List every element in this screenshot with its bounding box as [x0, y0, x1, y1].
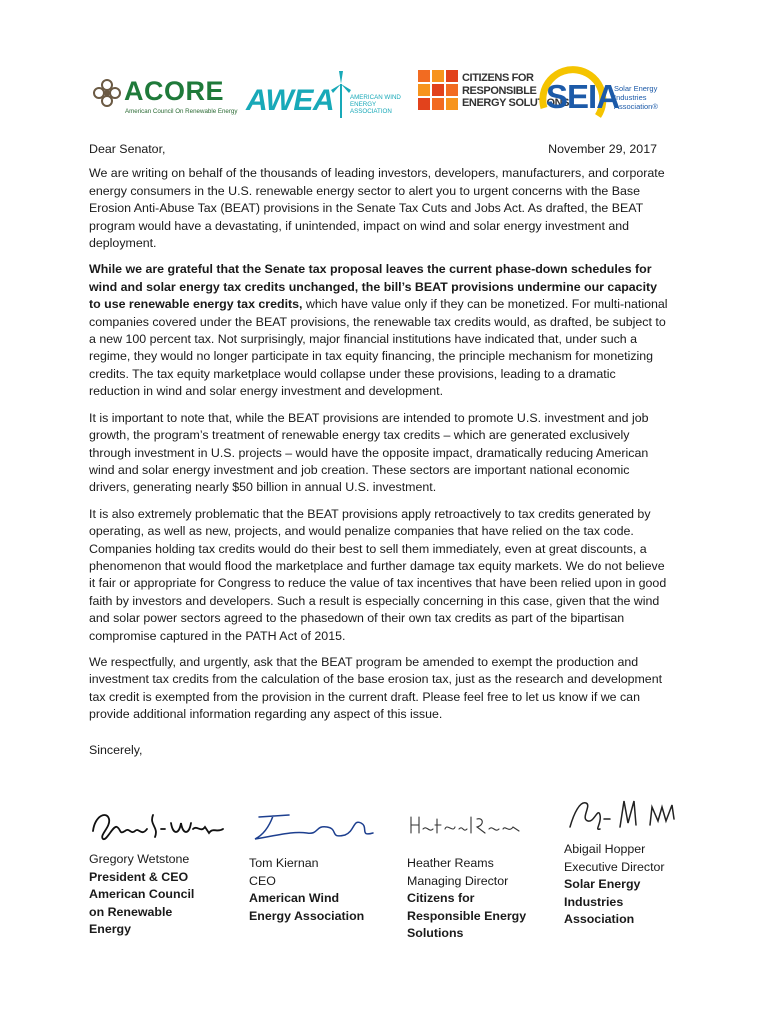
awea-tagline: AMERICAN WIND ENERGY ASSOCIATION [350, 94, 401, 115]
acore-wordmark: ACORE [124, 76, 225, 106]
signatory-org: American Wind [249, 891, 340, 906]
signature-block [89, 805, 709, 945]
signatory-org: Solar Energy [564, 877, 641, 892]
signatory-name: Tom Kiernan [249, 856, 319, 870]
paragraph: It is important to note that, while the BEAT provisions are intended to promote U.S. investment and job growth, the program’s treatment of renewable energy tax credits – which are generated exclusively through investment in U.S. projects – would have the opposite impact, dramatically reducing American wind and solar energy investment and job creation. These sectors are important national economic drivers, generating nearly $50 billion in annual U.S. investment. [89, 410, 649, 495]
signatory-org: Energy [89, 922, 132, 937]
signatory-name: Abigail Hopper [564, 842, 646, 856]
letter-body [89, 141, 669, 759]
logo-bar [92, 64, 692, 130]
signatory-kiernan [249, 809, 379, 925]
handwritten-signature [249, 809, 379, 845]
signatory-title: Managing Director [407, 873, 509, 888]
signatory-org: American Council [89, 887, 195, 902]
signatory-org: Solutions [407, 926, 464, 941]
paragraph: It is also extremely problematic that the BEAT provisions apply retroactively to tax credits generated by operating, as well as new, projects, and would penalize companies that have relied on the tax code. Companies holding tax credits would do their best to sell them immediately, even at great discounts, a phenomenon that would flood the marketplace and further damage tax equity markets. We do not believe it fair or appropriate for Congress to reduce the value of tax incentives that have been relied upon in good faith by investors and developers. Such a result is especially concerning in this case, given that the wind and solar power sectors agreed to the phasedown of their own tax credits as part of the bipartisan compromise captured in the PATH Act of 2015. [89, 506, 667, 643]
signatory-org: Citizens for [407, 891, 475, 906]
signatory-org: Responsible Energy [407, 908, 527, 923]
seia-wordmark: SEIA [546, 78, 620, 115]
cfres-blocks-icon [418, 70, 458, 112]
signatory-title: CEO [249, 873, 276, 888]
cfres-wordmark: CITIZENS FOR RESPONSIBLE ENERGY SOLUTIONS [462, 72, 570, 109]
signatory-wetstone [89, 805, 229, 939]
signatory-title: Executive Director [564, 859, 665, 874]
signatory-name: Gregory Wetstone [89, 852, 190, 866]
signatory-title: President & CEO [89, 869, 189, 884]
awea-logo [246, 70, 406, 126]
seia-tagline: Solar Energy Industries Association® [614, 84, 658, 111]
handwritten-signature [89, 805, 229, 845]
paragraph: While we are grateful that the Senate tax proposal leaves the current phase-down schedules for wind and solar energy tax credits unchanged, the bill’s BEAT provisions undermine our capacity to use renewable energy tax credits, which have value only if they can be monetized. For multi-national companies covered under the BEAT provisions, the renewable tax credits would, as drafted, be subject to a new 100 percent tax. Not surprisingly, major financial institutions have indicated that, under such a regime, they would no longer participate in tax equity financing, the principle mechanism for monetizing credits. The tax equity marketplace would collapse under these provisions, leading to a dramatic reduction in wind and solar energy investment and development. [89, 262, 668, 399]
acore-logo [92, 74, 238, 120]
signatory-org: on Renewable [89, 904, 173, 919]
seia-logo [534, 64, 694, 128]
signatory-org: Association [564, 912, 635, 927]
signatory-name: Heather Reams [407, 856, 494, 870]
signatory-org: Industries [564, 894, 624, 909]
awea-wordmark: AWEA [246, 84, 334, 117]
acore-tagline: American Council On Renewable Energy [125, 108, 238, 115]
letter-date: November 29, 2017 [548, 142, 657, 156]
signatory-hopper [564, 793, 704, 929]
paragraph: We are writing on behalf of the thousands of leading investors, developers, manufacturers, and corporate energy consumers in the U.S. renewable energy sector to alert you to urgent concerns with the Base Erosion Anti-Abuse Tax (BEAT) provisions in the Senate Tax Cuts and Jobs Act. As drafted, the BEAT program would have a devastating, if unintended, impact on wind and solar energy investment and deployment. [89, 166, 665, 251]
handwritten-signature [407, 807, 527, 843]
letter-header [89, 141, 669, 158]
salutation: Dear Senator, [89, 142, 166, 156]
handwritten-signature [564, 793, 704, 837]
acore-flower-icon [92, 78, 122, 108]
signatory-org: Energy Association [249, 908, 365, 923]
closing: Sincerely, [89, 742, 143, 757]
signatory-reams [407, 807, 527, 943]
paragraph: We respectfully, and urgently, ask that the BEAT program be amended to exempt the production and investment tax credits from the calculation of the base erosion tax, just as the research and development tax credit is exempted from the provision in the current draft. Please feel free to let us know if we can provide additional information regarding any aspect of this issue. [89, 654, 663, 722]
